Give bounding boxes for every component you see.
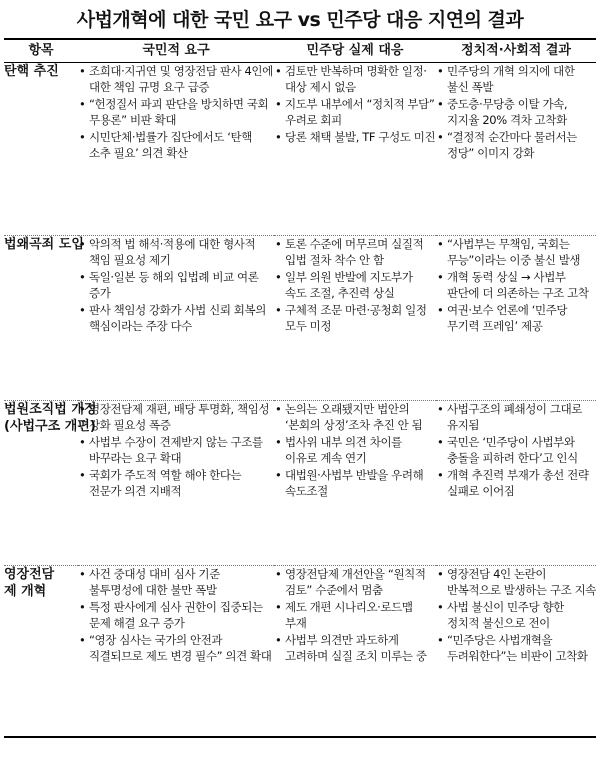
bullet-item: • 영장전담제 개선안을 “원칙적 검토” 수준에서 멈춤 bbox=[274, 566, 436, 598]
bullet-item: • 국민은 ‘민주당이 사법부와 충돌을 피하려 한다’고 인식 bbox=[436, 434, 596, 466]
response-cell bbox=[274, 566, 436, 738]
response-cell bbox=[274, 63, 436, 236]
bullet-item: • 악의적 법 해석·적용에 대한 형사적 책임 필요성 제기 bbox=[78, 236, 274, 268]
category-label: 영장전담 bbox=[4, 567, 55, 582]
header-result: 정치적·사회적 결과 bbox=[436, 39, 596, 63]
bullet-item: • “영장 심사는 국가의 안전과 직결되므로 제도 변경 필수” 의견 확대 bbox=[78, 632, 274, 664]
demand-cell bbox=[78, 566, 274, 738]
bullet-item: • 영장전담제 재편, 배당 투명화, 책임성 강화 필요성 폭증 bbox=[78, 401, 274, 433]
table-row bbox=[4, 236, 596, 401]
category-label: 탄핵 추진 bbox=[4, 64, 59, 79]
table-row bbox=[4, 566, 596, 738]
header-category: 항목 bbox=[4, 39, 78, 63]
category-label: 법왜곡죄 도입 bbox=[4, 237, 84, 252]
row-category bbox=[4, 401, 97, 566]
bullet-item: • 여권·보수 언론에 ‘민주당 무기력 프레임’ 제공 bbox=[436, 302, 596, 334]
bullet-item: • “결정적 순간마다 물러서는 정당” 이미지 강화 bbox=[436, 129, 596, 161]
bullet-item: • 민주당의 개혁 의지에 대한 불신 폭발 bbox=[436, 63, 596, 95]
bullet-item: • “헌정질서 파괴 판단을 방치하면 국회 무용론” 비판 확대 bbox=[78, 96, 274, 128]
table-header-row bbox=[4, 39, 596, 63]
bullet-item: • 시민단체·법률가 집단에서도 ‘탄핵 소추 필요’ 의견 확산 bbox=[78, 129, 274, 161]
bullet-item: • 검토만 반복하며 명확한 일정·대상 제시 없음 bbox=[274, 63, 436, 95]
page-title: 사법개혁에 대한 국민 요구 vs 민주당 대응 지연의 결과 bbox=[76, 9, 524, 31]
bullet-item: • 특정 판사에게 심사 권한이 집중되는 문제 해결 요구 증가 bbox=[78, 599, 274, 631]
bullet-item: • 제도 개편 시나리오·로드맵 부재 bbox=[274, 599, 436, 631]
response-cell bbox=[274, 401, 436, 566]
bullet-item: • 일부 의원 반발에 지도부가 속도 조절, 추진력 상실 bbox=[274, 269, 436, 301]
bullet-item: • 독일·일본 등 해외 입법례 비교 여론 증가 bbox=[78, 269, 274, 301]
bullet-item: • 사법 불신이 민주당 향한 정치적 불신으로 전이 bbox=[436, 599, 596, 631]
table-row bbox=[4, 401, 596, 566]
bullet-item: • 논의는 오래됐지만 법안의 ‘본회의 상정’조차 추진 안 됨 bbox=[274, 401, 436, 433]
demand-cell bbox=[78, 401, 274, 566]
bullet-item: • 개혁 추진력 부재가 총선 전략 실패로 이어짐 bbox=[436, 467, 596, 499]
table-row bbox=[4, 63, 596, 236]
bullet-item: • 사법구조의 폐쇄성이 그대로 유지됨 bbox=[436, 401, 596, 433]
bullet-item: • 중도층·무당층 이탈 가속, 지지율 20% 격차 고착화 bbox=[436, 96, 596, 128]
result-cell bbox=[436, 236, 596, 401]
category-label: 법원조직법 개정 bbox=[4, 402, 97, 417]
row-category bbox=[4, 566, 78, 738]
bullet-item: • 영장전담 4인 논란이 반복적으로 발생하는 구조 지속 bbox=[436, 566, 596, 598]
result-cell bbox=[436, 566, 596, 738]
bullet-item: • 국회가 주도적 역할 해야 한다는 전문가 의견 지배적 bbox=[78, 467, 274, 499]
bullet-item: • 지도부 내부에서 “정치적 부담” 우려로 회피 bbox=[274, 96, 436, 128]
bullet-item: • 판사 책임성 강화가 사법 신뢰 회복의 핵심이라는 주장 다수 bbox=[78, 302, 274, 334]
category-label: (사법구조 개편) bbox=[4, 419, 96, 434]
response-cell bbox=[274, 236, 436, 401]
demand-cell bbox=[78, 236, 274, 401]
bullet-item: • 조희대·지귀연 및 영장전담 판사 4인에 대한 책임 규명 요구 급증 bbox=[78, 63, 274, 95]
result-cell bbox=[436, 401, 596, 566]
row-category bbox=[4, 236, 84, 401]
bullet-item: • 토론 수준에 머무르며 실질적 입법 절차 착수 안 함 bbox=[274, 236, 436, 268]
row-category bbox=[4, 63, 78, 236]
bullet-item: • 법사위 내부 의견 차이를 이유로 계속 연기 bbox=[274, 434, 436, 466]
bullet-item: • 사법부 의견만 과도하게 고려하며 실질 조치 미루는 중 bbox=[274, 632, 436, 664]
bullet-item: • 대법원·사법부 반발을 우려해 속도조절 bbox=[274, 467, 436, 499]
bullet-item: • 구체적 조문 마련·공청회 일정 모두 미정 bbox=[274, 302, 436, 334]
bullet-item: • 개혁 동력 상실 → 사법부 판단에 더 의존하는 구조 고착 bbox=[436, 269, 596, 301]
table-body bbox=[4, 63, 596, 738]
bullet-item: • 사법부 수장이 견제받지 않는 구조를 바꾸라는 요구 확대 bbox=[78, 434, 274, 466]
bullet-item: • 사건 중대성 대비 심사 기준 불투명성에 대한 불만 폭발 bbox=[78, 566, 274, 598]
category-label: 제 개혁 bbox=[4, 584, 47, 599]
bullet-item: • 당론 채택 불발, TF 구성도 미진 bbox=[274, 129, 436, 145]
result-cell bbox=[436, 63, 596, 236]
header-demand: 국민적 요구 bbox=[78, 39, 274, 63]
header-response: 민주당 실제 대응 bbox=[274, 39, 436, 63]
demand-cell bbox=[78, 63, 274, 236]
bullet-item: • “민주당은 사법개혁을 두려워한다”는 비판이 고착화 bbox=[436, 632, 596, 664]
comparison-table bbox=[4, 38, 596, 738]
bullet-item: • “사법부는 무책임, 국회는 무능”이라는 이중 불신 발생 bbox=[436, 236, 596, 268]
